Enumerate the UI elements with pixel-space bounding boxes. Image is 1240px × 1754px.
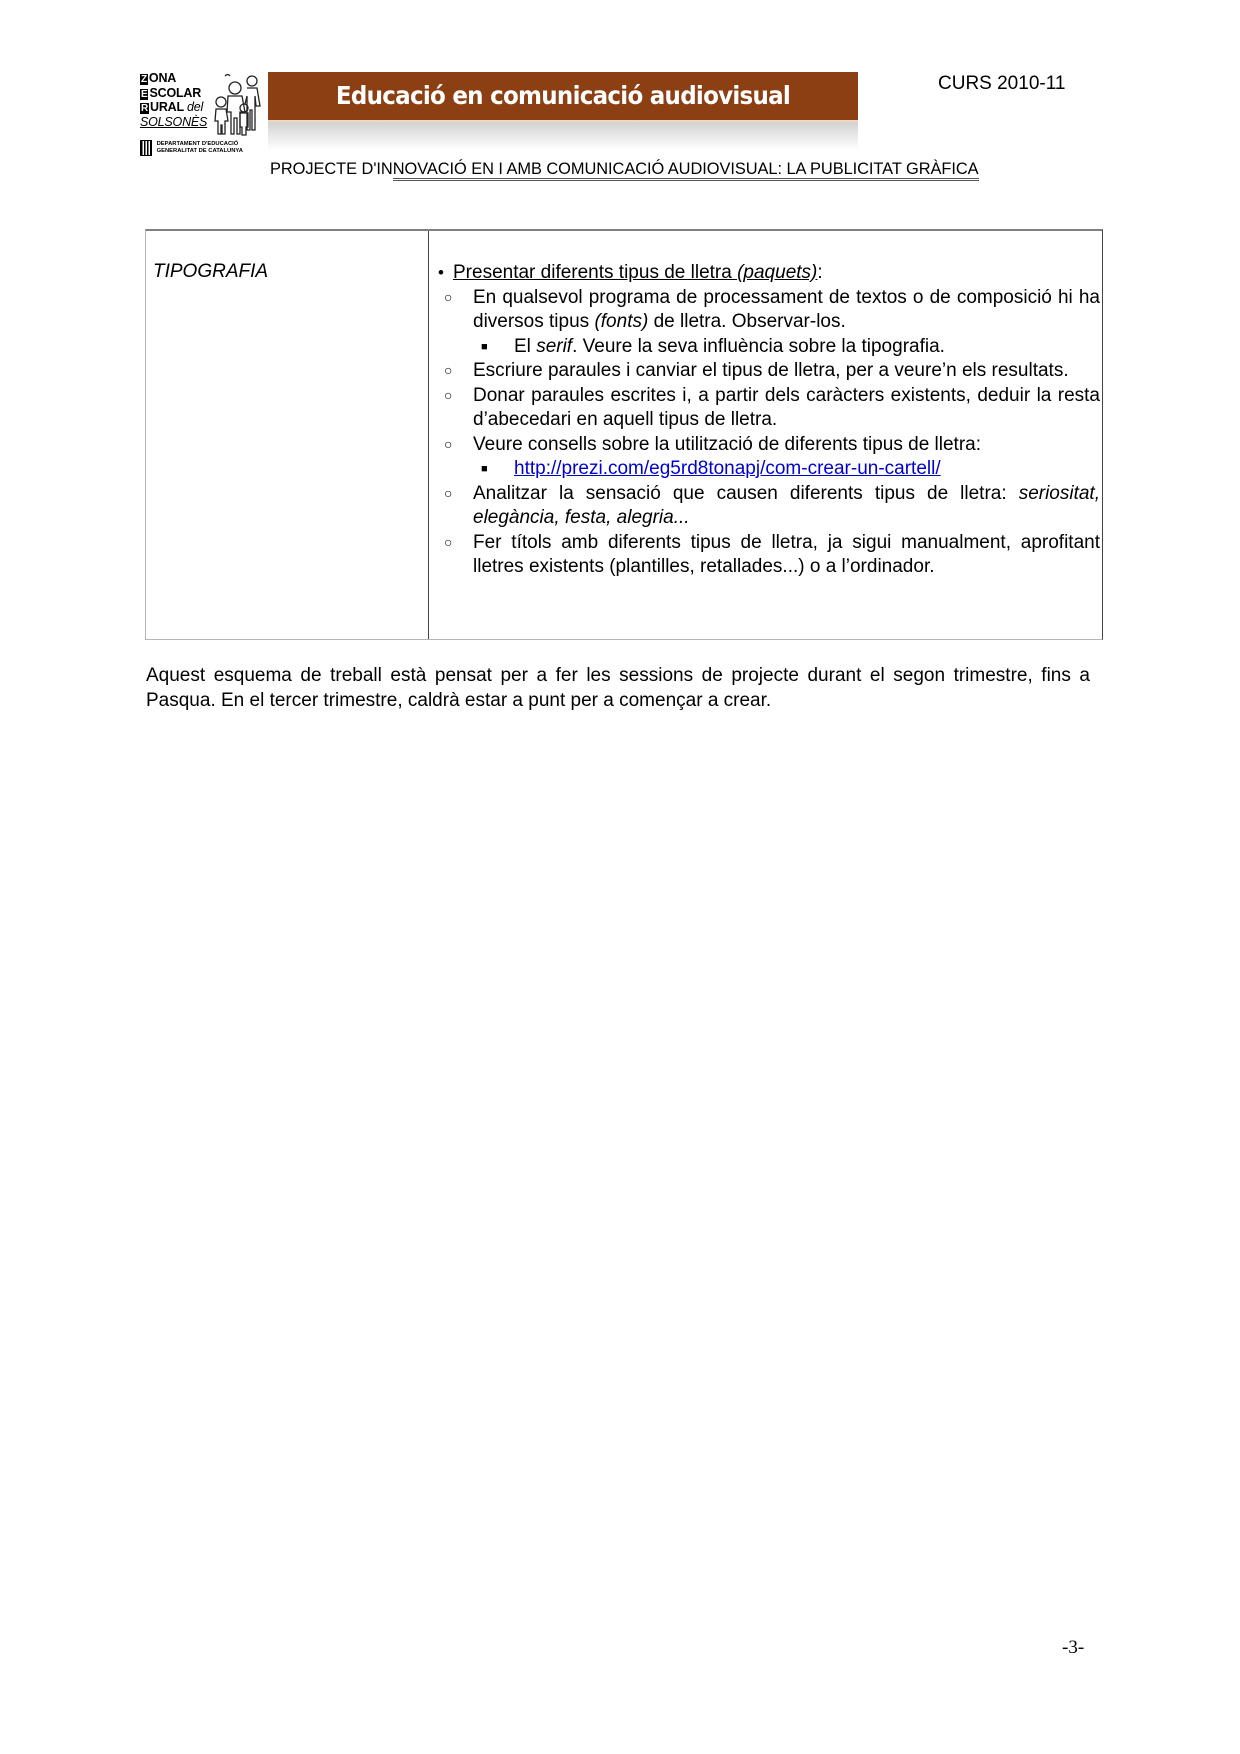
list-item-serif	[432, 335, 1100, 360]
department-line-1: DEPARTAMENT D'EDUCACIÓ	[156, 141, 239, 147]
column-divider	[428, 231, 429, 639]
item-text: El	[514, 335, 537, 357]
item-italic: serif	[536, 335, 573, 357]
main-item-text: Presentar diferents tipus de lletra	[453, 262, 738, 283]
prezi-link[interactable]: http://prezi.com/eg5rd8tonapj/com-crear-un-cartell/	[514, 458, 941, 479]
list-item-write-words	[432, 359, 1100, 384]
list-item-sensation	[432, 482, 1100, 531]
logo-place: SOLSONÈS	[140, 114, 208, 129]
generalitat-flag-icon	[140, 140, 152, 156]
activity-table	[145, 229, 1103, 640]
closing-paragraph: Aquest esquema de treball està pensat per a fer les sessions de projecte durant el segon trimestre, fins a Pasqua. En el tercer trimestre, caldrà estar a punt per a començar a crear.	[146, 665, 1090, 711]
logo-text	[140, 72, 207, 129]
list-item-link	[432, 457, 1100, 482]
bullet-square-icon: ■	[481, 340, 488, 353]
logo-word-rural: URAL	[150, 100, 184, 114]
topic-cell: TIPOGRAFIA	[153, 261, 269, 282]
project-title	[270, 160, 979, 179]
department-line-2: GENERALITAT DE CATALUNYA	[156, 148, 243, 154]
main-item-italic: (paquets)	[737, 262, 818, 283]
list-item-fonts	[432, 286, 1100, 335]
item-text: Donar paraules escrites i, a partir dels caràcters existents, deduir la resta d’abecedari en aquell tipus de lletra.	[473, 384, 1100, 430]
course-label: CURS 2010-11	[938, 73, 1066, 94]
item-text: Analitzar la sensació que causen diferents tipus de lletra:	[473, 482, 1019, 504]
project-title-prefix: PROJECTE D'IN	[270, 160, 393, 178]
school-zone-logo	[140, 72, 266, 160]
bullet-circle-icon: ○	[444, 533, 453, 550]
bullet-circle-icon: ○	[444, 362, 453, 378]
logo-initial-r: R	[141, 103, 149, 114]
bullet-circle-icon: ○	[444, 484, 453, 501]
logo-word-del: del	[187, 100, 204, 114]
activities-cell	[432, 261, 1100, 580]
list-item-titles	[432, 531, 1100, 580]
logo-initial-e: E	[141, 88, 148, 100]
item-text: Veure consells sobre la utilització de diferents tipus de lletra:	[473, 433, 981, 455]
children-figures-icon	[210, 72, 266, 138]
project-title-underlined: NOVACIÓ EN I AMB COMUNICACIÓ AUDIOVISUAL: LA PUBLICITAT GRÀFICA	[393, 160, 979, 181]
banner-title: Educació en comunicació audiovisual	[335, 81, 791, 110]
bullet-circle-icon: ○	[444, 386, 453, 403]
list-item-main	[432, 261, 1100, 286]
list-item-advice	[432, 433, 1100, 458]
department-label	[140, 140, 243, 156]
list-item-deduce-alphabet	[432, 384, 1100, 433]
bullet-square-icon: ■	[481, 463, 488, 475]
bullet-circle-icon: ○	[444, 435, 453, 452]
item-text: . Veure la seva influència sobre la tipografia.	[572, 335, 945, 357]
logo-word-zona: ONA	[148, 71, 177, 85]
banner-shadow	[268, 122, 858, 150]
main-item-tail: :	[817, 262, 823, 283]
item-italic: (fonts)	[594, 311, 649, 332]
item-text: En qualsevol programa de processament de textos o de composició hi ha diversos tipus	[473, 286, 1100, 332]
bullet-circle-icon: ○	[444, 288, 453, 305]
page-number: -3-	[1062, 1637, 1085, 1658]
bullet-disc-icon: •	[438, 263, 444, 282]
item-text: Fer títols amb diferents tipus de lletra, ja sigui manualment, aprofitant lletres existents (plantilles, retallades...) o a l’ordinador.	[473, 531, 1100, 577]
item-text: de lletra. Observar-los.	[648, 311, 846, 332]
item-italic: seriositat, elegància, festa, alegria...	[473, 482, 1100, 528]
item-text: Escriure paraules i canviar el tipus de lletra, per a veure’n els resultats.	[473, 360, 1069, 381]
logo-word-escolar: SCOLAR	[149, 85, 202, 100]
header-banner	[268, 72, 858, 122]
logo-initial-z: Z	[141, 74, 147, 85]
